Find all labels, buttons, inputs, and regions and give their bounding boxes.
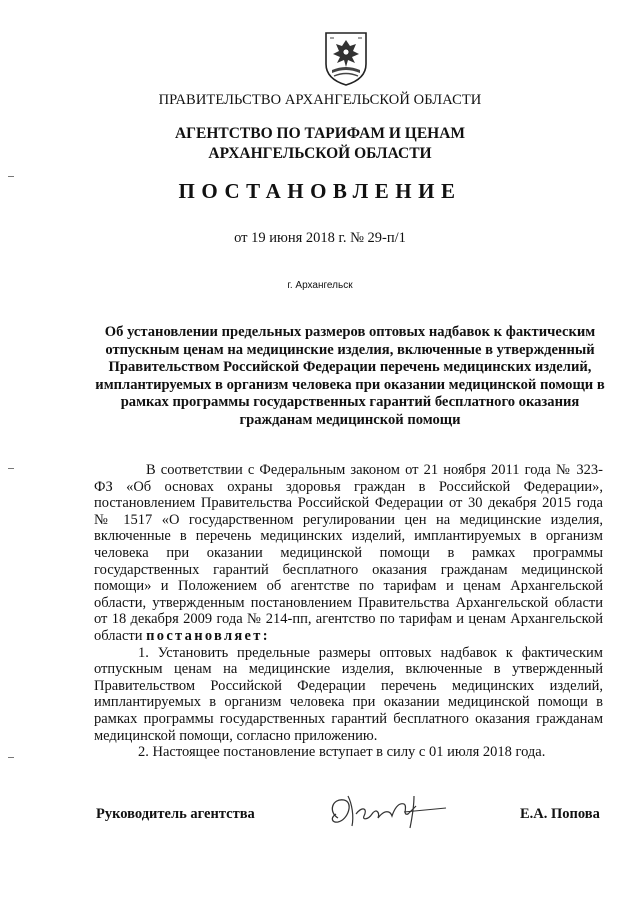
document-city: г. Архангельск <box>287 280 353 291</box>
agency-name-line1: АГЕНТСТВО ПО ТАРИФАМ И ЦЕНАМ <box>174 125 466 142</box>
document-title: Об установлении предельных размеров оптовых надбавок к фактическим отпускным ценам на медицинские изделия, включенные в утвержденный Правительством Российской Федерации перечень медицинских изделий, имплантируемых в организм человека при оказании медицинской помощи в рамках программы государственных гарантий бесплатного оказания гражданам медицинской помощи <box>95 324 605 428</box>
government-name: ПРАВИТЕЛЬСТВО АРХАНГЕЛЬСКОЙ ОБЛАСТИ <box>158 92 482 108</box>
resolution-item-1: 1. Установить предельные размеры оптовых надбавок к фактическим отпускным ценам на медицинские изделия, включенные в утвержденный Правительством Российской Федерации перечень медицинских изделий, имплантируемых в организм человека при оказании медицинской помощи в рамках программы государственных гарантий бесплатного оказания гражданам медицинской помощи, согласно приложению. <box>94 644 603 744</box>
signatory-name: Е.А. Попова <box>520 806 600 822</box>
resolves-keyword: постановляет: <box>146 627 270 644</box>
agency-name-line2: АРХАНГЕЛЬСКОЙ ОБЛАСТИ <box>208 145 432 162</box>
document-type: ПОСТАНОВЛЕНИЕ <box>178 179 462 203</box>
agency-name <box>0 124 640 164</box>
preamble-paragraph <box>94 462 603 645</box>
coat-of-arms-icon <box>322 30 370 86</box>
scan-edge-mark <box>8 757 14 758</box>
preamble-text: В соответствии с Федеральным законом от 21 ноября 2011 года № 323-ФЗ «Об основах охраны здоровья граждан в Российской Федерации», постановлением Правительства Российской Федерации от 30 декабря 2015 года № 1517 «О государственном регулировании цен на медицинские изделия, включенные в перечень медицинских изделий, имплантируемых в организм человека при оказании медицинской помощи в рамках программы государственных гарантий бесплатного оказания гражданам медицинской помощи» и Положением об агентстве по тарифам и ценам Архангельской области, утвержденным постановлением Правительства Архангельской области от 18 декабря 2009 года № 214-пп, агентство по тарифам и ценам Архангельской области <box>94 462 603 644</box>
document-body <box>94 462 603 761</box>
handwritten-signature-icon <box>318 788 458 834</box>
signatory-role: Руководитель агентства <box>96 806 255 822</box>
document-date-number: от 19 июня 2018 г. № 29-п/1 <box>234 230 406 246</box>
resolution-item-2: 2. Настоящее постановление вступает в силу с 01 июля 2018 года. <box>138 744 546 761</box>
scan-edge-mark <box>8 176 14 177</box>
scan-edge-mark <box>8 468 14 469</box>
